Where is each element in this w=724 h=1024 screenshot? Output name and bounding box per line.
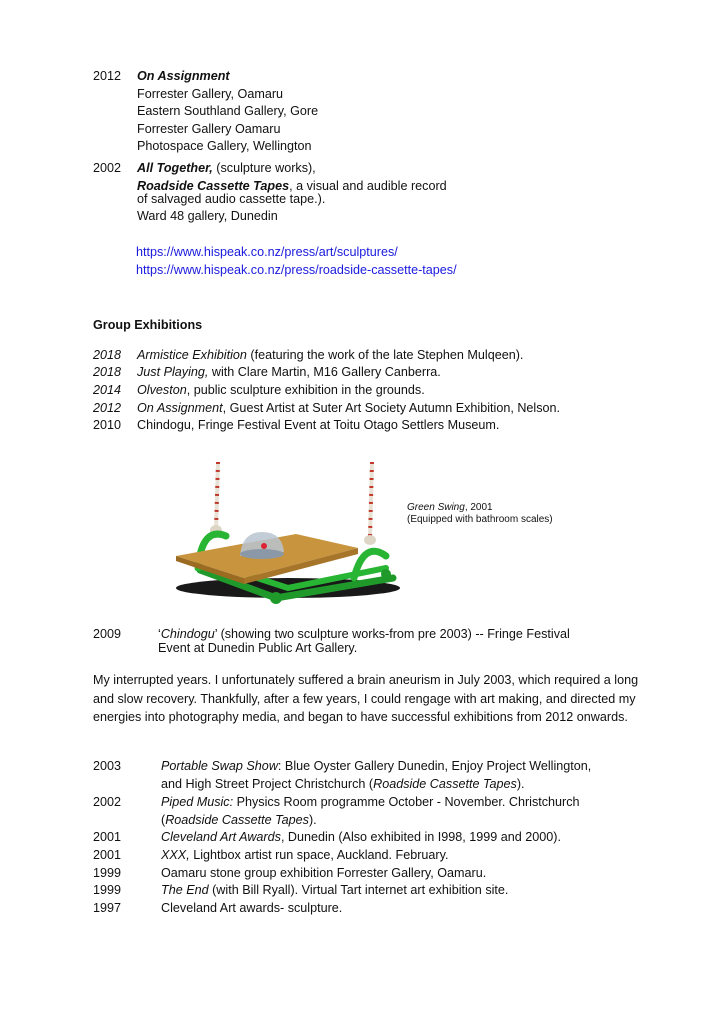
exhibition-title: Just Playing, <box>137 365 209 379</box>
exhibition-line <box>161 865 486 882</box>
exhibition-title: Roadside Cassette Tapes <box>165 813 309 827</box>
exhibition-title: On Assignment <box>137 69 230 83</box>
exhibition-line <box>161 794 580 811</box>
press-link[interactable]: https://www.hispeak.co.nz/press/roadside-cassette-tapes/ <box>136 263 457 277</box>
exhibition-line <box>161 882 508 899</box>
venue-line: Ward 48 gallery, Dunedin <box>137 209 278 223</box>
exhibition-title: XXX, <box>161 848 190 862</box>
exhibition-detail: and High Street Project Christchurch ( <box>161 777 374 791</box>
entry-year: 2012 <box>93 401 122 415</box>
exhibition-title: On Assignment <box>137 401 223 415</box>
entry-year: 2018 <box>93 348 122 362</box>
entry-year: 2009 <box>93 627 122 641</box>
exhibition-detail: ’ (showing two sculpture works-from pre 2003) -- Fringe Festival <box>214 627 570 641</box>
exhibition-line <box>137 382 425 399</box>
exhibition-title: All Together, <box>137 161 213 175</box>
exhibition-detail: (sculpture works), <box>212 161 316 175</box>
green-swing-sculpture-image <box>168 460 404 610</box>
exhibition-title: Piped Music: <box>161 795 234 809</box>
exhibition-line <box>161 900 342 917</box>
exhibition-line <box>161 829 561 846</box>
exhibition-title: Olveston <box>137 383 187 397</box>
figure-caption-title: Green Swing <box>407 502 465 513</box>
exhibition-detail: Lightbox artist run space, Auckland. February. <box>189 848 449 862</box>
biography-paragraph: My interrupted years. I unfortunately suffered a brain aneurism in July 2003, which required a long and slow recovery. Thankfully, after a few years, I could rengage with art making, and directed my energies into photography media, and began to have successful exhibitions from 2012 onwards. <box>93 673 639 724</box>
exhibition-detail: of salvaged audio cassette tape.). <box>137 192 326 206</box>
exhibition-line <box>137 417 499 434</box>
venue-line: Photospace Gallery, Wellington <box>137 139 312 153</box>
exhibition-line <box>161 758 591 775</box>
exhibition-title: Chindogu <box>160 627 215 641</box>
quote-mark: ‘ <box>158 627 161 641</box>
exhibition-line <box>161 847 448 864</box>
exhibition-title: The End <box>161 883 209 897</box>
exhibition-detail: , a visual and audible record <box>289 179 447 193</box>
entry-year: 2002 <box>93 795 122 809</box>
section-heading: Group Exhibitions <box>93 318 203 332</box>
exhibition-detail: , public sculpture exhibition in the grounds. <box>186 383 425 397</box>
entry-year: 1997 <box>93 901 122 915</box>
press-link[interactable]: https://www.hispeak.co.nz/press/art/sculptures/ <box>136 245 398 259</box>
exhibition-title: Portable Swap Show <box>161 759 278 773</box>
exhibition-detail: ). <box>308 813 317 827</box>
venue-line: Forrester Gallery Oamaru <box>137 122 281 136</box>
exhibition-detail: (featuring the work of the late Stephen Mulqeen). <box>246 348 524 362</box>
figure-caption <box>407 502 493 514</box>
entry-year: 2003 <box>93 759 122 773</box>
exhibition-line <box>137 364 441 381</box>
exhibition-detail: ). <box>516 777 525 791</box>
venue-line: Forrester Gallery, Oamaru <box>137 87 284 101</box>
figure-caption-note: (Equipped with bathroom scales) <box>407 514 553 525</box>
exhibition-title: Cleveland Art Awards <box>161 830 281 844</box>
exhibition-detail: : Blue Oyster Gallery Dunedin, Enjoy Project Wellington, <box>277 759 592 773</box>
exhibition-line <box>137 400 560 417</box>
exhibition-detail: , Guest Artist at Suter Art Society Autumn Exhibition, Nelson. <box>222 401 561 415</box>
entry-year: 2014 <box>93 383 122 397</box>
exhibition-detail: Chindogu, Fringe Festival Event at Toitu Otago Settlers Museum. <box>137 418 500 432</box>
exhibition-line <box>137 160 316 177</box>
exhibition-line <box>161 776 525 793</box>
exhibition-title: Roadside Cassette Tapes <box>373 777 517 791</box>
exhibition-detail: , Dunedin (Also exhibited in I998, 1999 and 2000). <box>280 830 561 844</box>
entry-year: 1999 <box>93 866 122 880</box>
entry-year: 2010 <box>93 418 122 432</box>
exhibition-detail: with Clare Martin, M16 Gallery Canberra. <box>208 365 441 379</box>
exhibition-detail: Physics Room programme October - November. Christchurch <box>233 795 580 809</box>
exhibition-detail: Cleveland Art awards- sculpture. <box>161 901 343 915</box>
exhibition-line <box>161 812 317 829</box>
venue-line: Eastern Southland Gallery, Gore <box>137 104 319 118</box>
exhibition-detail: (with Bill Ryall). Virtual Tart internet art exhibition site. <box>208 883 509 897</box>
entry-year: 2012 <box>93 69 122 83</box>
entry-year: 2001 <box>93 848 122 862</box>
exhibition-line <box>137 347 523 364</box>
exhibition-title: Armistice Exhibition <box>137 348 247 362</box>
figure-caption-year: , 2001 <box>464 502 493 513</box>
entry-year: 2002 <box>93 161 122 175</box>
entry-year: 2018 <box>93 365 122 379</box>
entry-year: 1999 <box>93 883 122 897</box>
exhibition-detail: Event at Dunedin Public Art Gallery. <box>158 641 358 655</box>
exhibition-detail: ( <box>161 813 166 827</box>
exhibition-detail: Oamaru stone group exhibition Forrester Gallery, Oamaru. <box>161 866 487 880</box>
entry-year: 2001 <box>93 830 122 844</box>
exhibition-title: Roadside Cassette Tapes <box>137 179 290 193</box>
